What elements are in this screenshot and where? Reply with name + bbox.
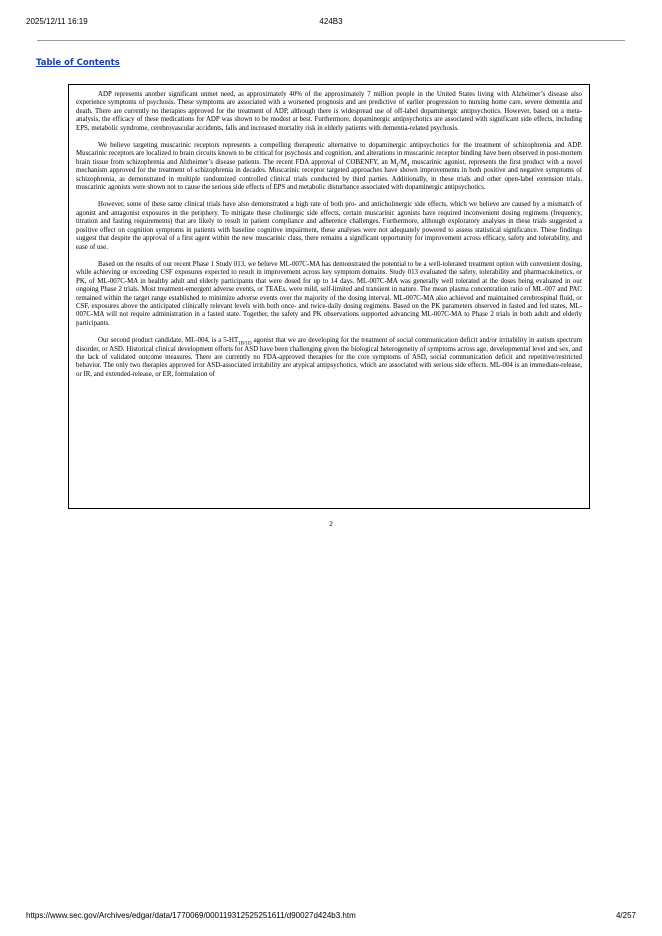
source-url: https://www.sec.gov/Archives/edgar/data/1770069/000119312525251611/d90027d424b3.htm xyxy=(26,911,356,920)
subscript-m4: 4 xyxy=(406,163,410,169)
paragraph-muscarinic-text-b: /M xyxy=(398,158,407,166)
paragraph-muscarinic xyxy=(76,142,582,192)
paragraph-muscarinic-text-c: muscarinic agonist, represents the first product with a novel mechanism approved for the treatment of schizophrenia in decades. Muscarinic receptor targeted approaches have shown improvements in both positive and negative symptoms of schizophrenia, as demonstrated in multiple randomized controlled clinical trials conducted by third parties. Additionally, in these trials and other open-label extension trials, muscarinic agonists were shown not to cause the serious side effects of EPS and metabolic disturbance associated with dopaminergic antipsychotics. xyxy=(76,158,583,192)
paragraph-ml-004 xyxy=(76,337,582,379)
paragraph-muscarinic-text-a: We believe targeting muscarinic receptors represents a compelling therapeutic alternative to dopaminergic antipsychotics for the treatment of schizophrenia and ADP. Muscarinic receptors are localized to brain circuits known to be critical for psychosis and cognition, and alterations in muscarinic receptor binding have been observed in post-mortem brain tissue from schizophrenia and Alzheimer’s disease patients. The recent FDA approval of COBENFY, an M xyxy=(76,142,582,166)
print-footer xyxy=(26,911,636,923)
print-datetime: 2025/12/11 16:19 xyxy=(26,17,88,26)
table-of-contents-link[interactable]: Table of Contents xyxy=(36,58,120,68)
paragraph-study-013: Based on the results of our recent Phase 1 Study 013, we believe ML-007C-MA has demonstrated the potential to be a well-tolerated treatment option with convenient dosing, while achieving or exceeding CSF exposures expected to result in improvement across key symptom domains. Study 013 evaluated the safety, tolerability and pharmacokinetics, or PK, of ML-007C-MA in healthy adult and elderly participants that were dosed for up to 14 days. ML-007C-MA was generally well tolerated at the doses being evaluated in our ongoing Phase 2 trials. Most treatment-emergent adverse events, or TEAEs, were mild, self-limited and transient in nature. The mean plasma concentration ratio of ML-007 and PAC remained within the target range established to minimize adverse events over the majority of the dosing interval. ML-007C-MA also achieved and maintained cerebrospinal fluid, or CSF, exposures above the anticipated clinically relevant levels with both once- and twice-daily dosing regimens. Based on the PK parameters observed in fasted and fed states, ML-007C-MA will not require administration in a fasted state. Together, the safety and PK observations supported advancing ML-007C-MA to Phase 2 trials in both adult and elderly participants. xyxy=(76,260,582,327)
page-number: 2 xyxy=(329,519,333,528)
paragraph-adp: ADP represents another significant unmet need, as approximately 40% of the approximately 7 million people in the United States living with Alzheimer’s disease also experience symptoms of psychosis. These symptoms are associated with a worsened prognosis and are predictive of earlier progression to nursing home care, severe dementia and death. There are currently no therapies approved for the treatment of ADP, although there is widespread use of off-label dopaminergic antipsychotics. However, based on a meta-analysis, the efficacy of these medications for ADP was shown to be modest at best. Furthermore, dopaminergic antipsychotics are associated with significant side effects, including EPS, metabolic syndrome, cerebrovascular accidents, falls and increased mortality risk in elderly patients with dementia-related psychosis. xyxy=(76,91,582,132)
document-title: 424B3 xyxy=(319,17,343,26)
subscript-receptor: 1B/1D xyxy=(238,341,252,347)
paragraph-ml-004-text-a: Our second product candidate, ML-004, is a 5-HT xyxy=(98,337,239,345)
subscript-m1: 1 xyxy=(396,163,399,169)
document-body xyxy=(68,84,590,509)
print-page-count: 4/257 xyxy=(615,911,636,920)
paragraph-ml-004-text-b: agonist that we are developing for the treatment of social communication deficit and/or irritability in autism spectrum disorder, or ASD. Historical clinical development efforts for ASD have been challenging given the biological heterogeneity of symptoms across age, developmental level and sex, and the lack of validated outcome measures. There are currently no FDA-approved therapies for the core symptoms of ASD, social communication deficit and repetitive/restricted behavior. The only two therapies approved for ASD-associated irritability are atypical antipsychotics, which are associated with serious side effects. ML-004 is an immediate-release, or IR, and extended-release, or ER, formulation of xyxy=(76,337,582,378)
print-header xyxy=(26,17,636,29)
paragraph-side-effects: However, some of these same clinical trials have also demonstrated a high rate of both pro- and anticholinergic side effects, which we believe are caused by a mismatch of agonist and antagonist exposures in the periphery. To mitigate these cholinergic side effects, certain muscarinic agonists have required inconvenient dosing regimens (frequency, titration and fasting requirements) that are likely to result in patient compliance and adherence challenges. Furthermore, although exploratory analyses in these trials suggested a positive effect on cognition symptoms in patients with baseline cognitive impairment, these analyses were not adequately powered to assess statistical significance. These findings suggest that despite the approval of a first agent within the new muscarinic class, there remains a significant opportunity for improvement across efficacy, safety and tolerability, and ease of use. xyxy=(76,201,582,251)
header-divider xyxy=(37,40,625,41)
